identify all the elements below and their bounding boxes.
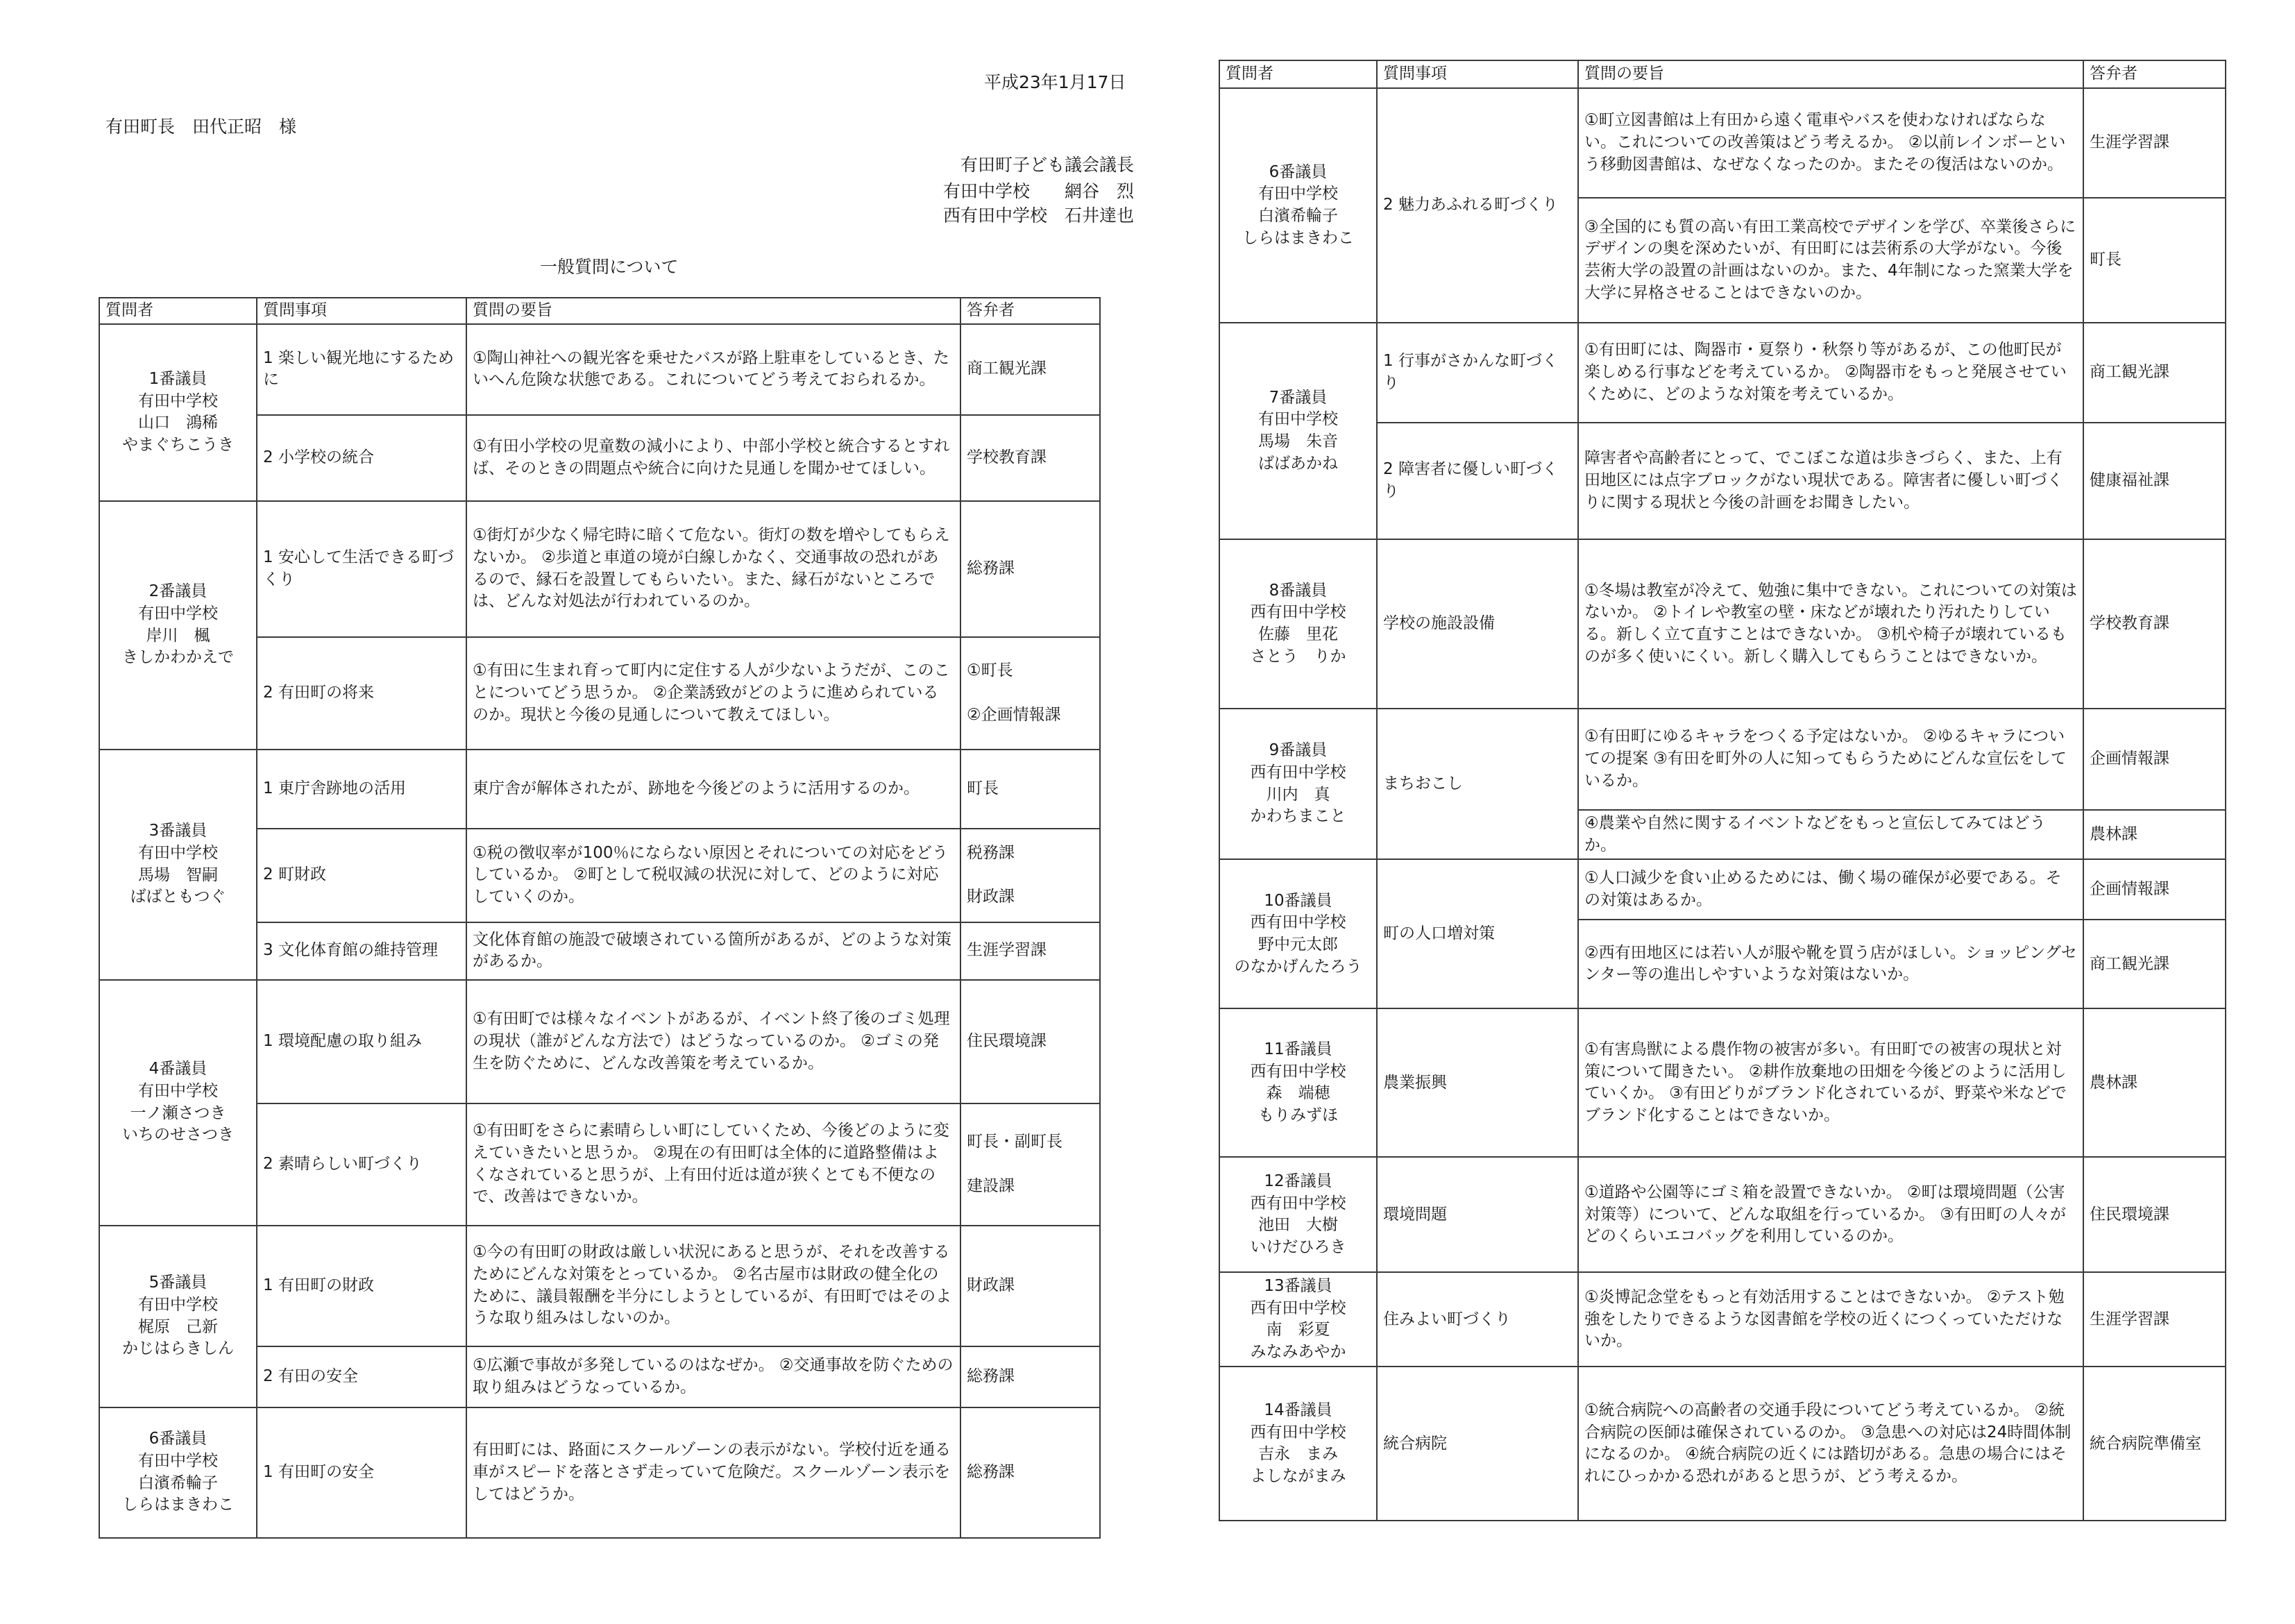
answerer-cell: 商工観光課 (960, 324, 1100, 415)
subject-cell: 学校の施設設備 (1377, 539, 1578, 709)
subject-cell: 2 町財政 (257, 829, 466, 922)
col-header-subject: 質問事項 (257, 298, 466, 324)
gist-cell: ①冬場は教室が冷えて、勉強に集中できない。これについての対策はないか。 ②トイレや教室の壁・床などが壊れたり汚れたりしている。新しく立て直すことはできないか。 ③机や椅子が壊れているものが多く使いにくい。新しく購入してもらうことはできないか。 (1578, 539, 2083, 709)
answerer-cell: 生涯学習課 (2083, 88, 2226, 198)
answerer-cell: ①町長 ②企画情報課 (960, 637, 1100, 750)
answerer-cell: 住民環境課 (960, 980, 1100, 1103)
answerer-cell: 税務課 財政課 (960, 829, 1100, 922)
answerer-cell: 統合病院準備室 (2083, 1367, 2226, 1521)
col-header-subject: 質問事項 (1377, 60, 1578, 88)
questioner-cell: 2番議員 有田中学校 岸川 楓 きしかわかえで (99, 501, 257, 750)
questioner-cell: 3番議員 有田中学校 馬場 智嗣 ばばともつぐ (99, 750, 257, 980)
table-row (99, 980, 1100, 1103)
table-row (1219, 88, 2226, 198)
answerer-cell: 財政課 (960, 1226, 1100, 1346)
col-header-answerer: 答弁者 (960, 298, 1100, 324)
answerer-cell: 総務課 (960, 501, 1100, 637)
answerer-cell: 総務課 (960, 1346, 1100, 1407)
gist-cell: ①炎博記念堂をもっと有効活用することはできないか。 ②テスト勉強をしたりできるような図書館を学校の近くにつくっていただけないか。 (1578, 1272, 2083, 1367)
answerer-cell: 生涯学習課 (960, 922, 1100, 980)
table-row (1219, 1367, 2226, 1521)
questioner-cell: 12番議員 西有田中学校 池田 大樹 いけだひろき (1219, 1157, 1377, 1272)
table-row (1219, 1157, 2226, 1272)
col-header-questioner: 質問者 (99, 298, 257, 324)
document-date: 平成23年1月17日 (984, 72, 1126, 92)
subject-cell: 2 魅力あふれる町づくり (1377, 88, 1578, 323)
question-table-left (99, 297, 1101, 1539)
questioner-cell: 6番議員 有田中学校 白濱希輪子 しらはまきわこ (99, 1407, 257, 1538)
col-header-gist: 質問の要旨 (466, 298, 960, 324)
col-header-gist: 質問の要旨 (1578, 60, 2083, 88)
gist-cell: ③全国的にも質の高い有田工業高校でデザインを学び、卒業後さらにデザインの奥を深めたいが、有田町には芸術系の大学がない。今後芸術大学の設置の計画はないのか。また、4年制になった窯業大学を大学に昇格させることはできないのか。 (1578, 198, 2083, 323)
subject-cell: 1 安心して生活できる町づくり (257, 501, 466, 637)
questioner-cell: 6番議員 有田中学校 白濱希輪子 しらはまきわこ (1219, 88, 1377, 323)
gist-cell: ①有田町にゆるキャラをつくる予定はないか。 ②ゆるキャラについての提案 ③有田を町外の人に知ってもらうためにどんな宣伝をしているか。 (1578, 709, 2083, 810)
gist-cell: 東庁舎が解体されたが、跡地を今後どのように活用するのか。 (466, 750, 960, 829)
gist-cell: ①有田町では様々なイベントがあるが、イベント終了後のゴミ処理の現状（誰がどんな方法で）はどうなっているのか。 ②ゴミの発生を防ぐために、どんな改善策を考えているか。 (466, 980, 960, 1103)
answerer-cell: 総務課 (960, 1407, 1100, 1538)
table-row (99, 750, 1100, 829)
questioner-cell: 7番議員 有田中学校 馬場 朱音 ばばあかね (1219, 323, 1377, 539)
answerer-cell: 企画情報課 (2083, 859, 2226, 920)
table-row (99, 324, 1100, 415)
questioner-cell: 4番議員 有田中学校 一ノ瀬さつき いちのせさつき (99, 980, 257, 1226)
answerer-cell: 農林課 (2083, 1008, 2226, 1157)
gist-cell: ①街灯が少なく帰宅時に暗くて危ない。街灯の数を増やしてもらえないか。 ②歩道と車道の境が白線しかなく、交通事故の恐れがあるので、縁石を設置してもらいたい。また、縁石がないところでは、どんな対処法が行われているのか。 (466, 501, 960, 637)
subject-cell: 農業振興 (1377, 1008, 1578, 1157)
gist-cell: ②西有田地区には若い人が服や靴を買う店がほしい。ショッピングセンター等の進出しやすいような対策はないか。 (1578, 920, 2083, 1008)
subject-cell: 1 東庁舎跡地の活用 (257, 750, 466, 829)
answerer-cell: 企画情報課 (2083, 709, 2226, 810)
gist-cell: ①有田町には、陶器市・夏祭り・秋祭り等があるが、この他町民が楽しめる行事などを考えているか。 ②陶器市をもっと発展させていくために、どのような対策を考えているか。 (1578, 323, 2083, 423)
subject-cell: 2 障害者に優しい町づくり (1377, 423, 1578, 539)
questioner-cell: 9番議員 西有田中学校 川内 真 かわちまこと (1219, 709, 1377, 859)
col-header-answerer: 答弁者 (2083, 60, 2226, 88)
answerer-cell: 町長 (2083, 198, 2226, 323)
gist-cell: ①広瀬で事故が多発しているのはなぜか。 ②交通事故を防ぐための取り組みはどうなっているか。 (466, 1346, 960, 1407)
subject-cell: 2 有田町の将来 (257, 637, 466, 750)
table-header-row (1219, 60, 2226, 88)
answerer-cell: 学校教育課 (2083, 539, 2226, 709)
subject-cell: 2 素晴らしい町づくり (257, 1103, 466, 1226)
gist-cell: ①今の有田町の財政は厳しい状況にあると思うが、それを改善するためにどんな対策をとっているか。 ②名古屋市は財政の健全化のために、議員報酬を半分にしようとしているが、有田町ではそのような取り組みはしないのか。 (466, 1226, 960, 1346)
col-header-questioner: 質問者 (1219, 60, 1377, 88)
questioner-cell: 1番議員 有田中学校 山口 鴻稀 やまぐちこうき (99, 324, 257, 501)
gist-cell: ①有田町をさらに素晴らしい町にしていくため、今後どのように変えていきたいと思うか。 ②現在の有田町は全体的に道路整備はよくなされていると思うが、上有田付近は道が狭くとても不便なので、改善はできないか。 (466, 1103, 960, 1226)
answerer-cell: 商工観光課 (2083, 323, 2226, 423)
answerer-cell: 町長 (960, 750, 1100, 829)
addressee: 有田町長 田代正昭 様 (105, 117, 297, 137)
gist-cell: ①有田小学校の児童数の減小により、中部小学校と統合するとすれば、そのときの問題点や統合に向けた見通しを聞かせてほしい。 (466, 415, 960, 501)
gist-cell: ①有田に生まれ育って町内に定住する人が少ないようだが、このことについてどう思うか。 ②企業誘致がどのように進められているのか。現状と今後の見通しについて教えてほしい。 (466, 637, 960, 750)
questioner-cell: 5番議員 有田中学校 梶原 己新 かじはらきしん (99, 1226, 257, 1407)
gist-cell: ①有害鳥獣による農作物の被害が多い。有田町での被害の現状と対策について聞きたい。 ②耕作放棄地の田畑を今後どのように活用していくか。 ③有田どりがブランド化されているが、野菜や米などでブランド化することはできないか。 (1578, 1008, 2083, 1157)
subject-cell: 環境問題 (1377, 1157, 1578, 1272)
table-row (1219, 539, 2226, 709)
sender-line-2: 西有田中学校 石井達也 (942, 205, 1134, 226)
table-row (99, 501, 1100, 637)
answerer-cell: 農林課 (2083, 810, 2226, 859)
questioner-cell: 11番議員 西有田中学校 森 端穂 もりみずほ (1219, 1008, 1377, 1157)
sender-line-1: 有田中学校 網谷 烈 (942, 181, 1134, 201)
subject-cell: 住みよい町づくり (1377, 1272, 1578, 1367)
questioner-cell: 13番議員 西有田中学校 南 彩夏 みなみあやか (1219, 1272, 1377, 1367)
table-row (1219, 859, 2226, 920)
answerer-cell: 町長・副町長 建設課 (960, 1103, 1100, 1226)
answerer-cell: 健康福祉課 (2083, 423, 2226, 539)
questioner-cell: 14番議員 西有田中学校 吉永 まみ よしながまみ (1219, 1367, 1377, 1521)
table-row (1219, 1008, 2226, 1157)
subject-cell: 町の人口増対策 (1377, 859, 1578, 1008)
table-row (99, 1407, 1100, 1538)
subject-cell: 1 環境配慮の取り組み (257, 980, 466, 1103)
gist-cell: 有田町には、路面にスクールゾーンの表示がない。学校付近を通る車がスピードを落とさず走っていて危険だ。スクールゾーン表示をしてはどうか。 (466, 1407, 960, 1538)
table-row (1219, 1272, 2226, 1367)
gist-cell: ①陶山神社への観光客を乗せたバスが路上駐車をしているとき、たいへん危険な状態である。これについてどう考えておられるか。 (466, 324, 960, 415)
sender-title: 有田町子ども議会議長 (960, 155, 1134, 175)
gist-cell: 文化体育館の施設で破壊されている箇所があるが、どのような対策があるか。 (466, 922, 960, 980)
subject-cell: 1 有田町の財政 (257, 1226, 466, 1346)
subject-cell: 統合病院 (1377, 1367, 1578, 1521)
subject-cell: まちおこし (1377, 709, 1578, 859)
gist-cell: ①町立図書館は上有田から遠く電車やバスを使わなければならない。これについての改善策はどう考えるか。 ②以前レインボーという移動図書館は、なぜなくなったのか。またその復活はないのか。 (1578, 88, 2083, 198)
questioner-cell: 10番議員 西有田中学校 野中元太郎 のなかげんたろう (1219, 859, 1377, 1008)
subject-cell: 2 有田の安全 (257, 1346, 466, 1407)
gist-cell: ④農業や自然に関するイベントなどをもっと宣伝してみてはどうか。 (1578, 810, 2083, 859)
answerer-cell: 商工観光課 (2083, 920, 2226, 1008)
subject-cell: 1 行事がさかんな町づくり (1377, 323, 1578, 423)
table-row (1219, 323, 2226, 423)
answerer-cell: 学校教育課 (960, 415, 1100, 501)
gist-cell: 障害者や高齢者にとって、でこぼこな道は歩きづらく、また、上有田地区には点字ブロックがない現状である。障害者に優しい町づくりに関する現状と今後の計画をお聞きしたい。 (1578, 423, 2083, 539)
questioner-cell: 8番議員 西有田中学校 佐藤 里花 さとう りか (1219, 539, 1377, 709)
answerer-cell: 住民環境課 (2083, 1157, 2226, 1272)
gist-cell: ①人口減少を食い止めるためには、働く場の確保が必要である。その対策はあるか。 (1578, 859, 2083, 920)
answerer-cell: 生涯学習課 (2083, 1272, 2226, 1367)
subject-cell: 1 有田町の安全 (257, 1407, 466, 1538)
gist-cell: ①統合病院への高齢者の交通手段についてどう考えているか。 ②統合病院の医師は確保されているのか。 ③急患への対応は24時間体制になるのか。 ④統合病院の近くには踏切がある。急患の場合にはそれにひっかかる恐れがあると思うが、どう考えるか。 (1578, 1367, 2083, 1521)
gist-cell: ①道路や公園等にゴミ箱を設置できないか。 ②町は環境問題（公害対策等）について、どんな取組を行っているか。 ③有田町の人々がどのくらいエコバッグを利用しているのか。 (1578, 1157, 2083, 1272)
subject-cell: 2 小学校の統合 (257, 415, 466, 501)
question-table-right (1219, 60, 2226, 1521)
table-row (99, 1226, 1100, 1346)
gist-cell: ①税の徴収率が100％にならない原因とそれについての対応をどうしているか。 ②町として税収減の状況に対して、どのように対応していくのか。 (466, 829, 960, 922)
table-row (1219, 709, 2226, 810)
subject-cell: 3 文化体育館の維持管理 (257, 922, 466, 980)
document-title: 一般質問について (540, 257, 679, 277)
subject-cell: 1 楽しい観光地にするために (257, 324, 466, 415)
table-header-row (99, 298, 1100, 324)
